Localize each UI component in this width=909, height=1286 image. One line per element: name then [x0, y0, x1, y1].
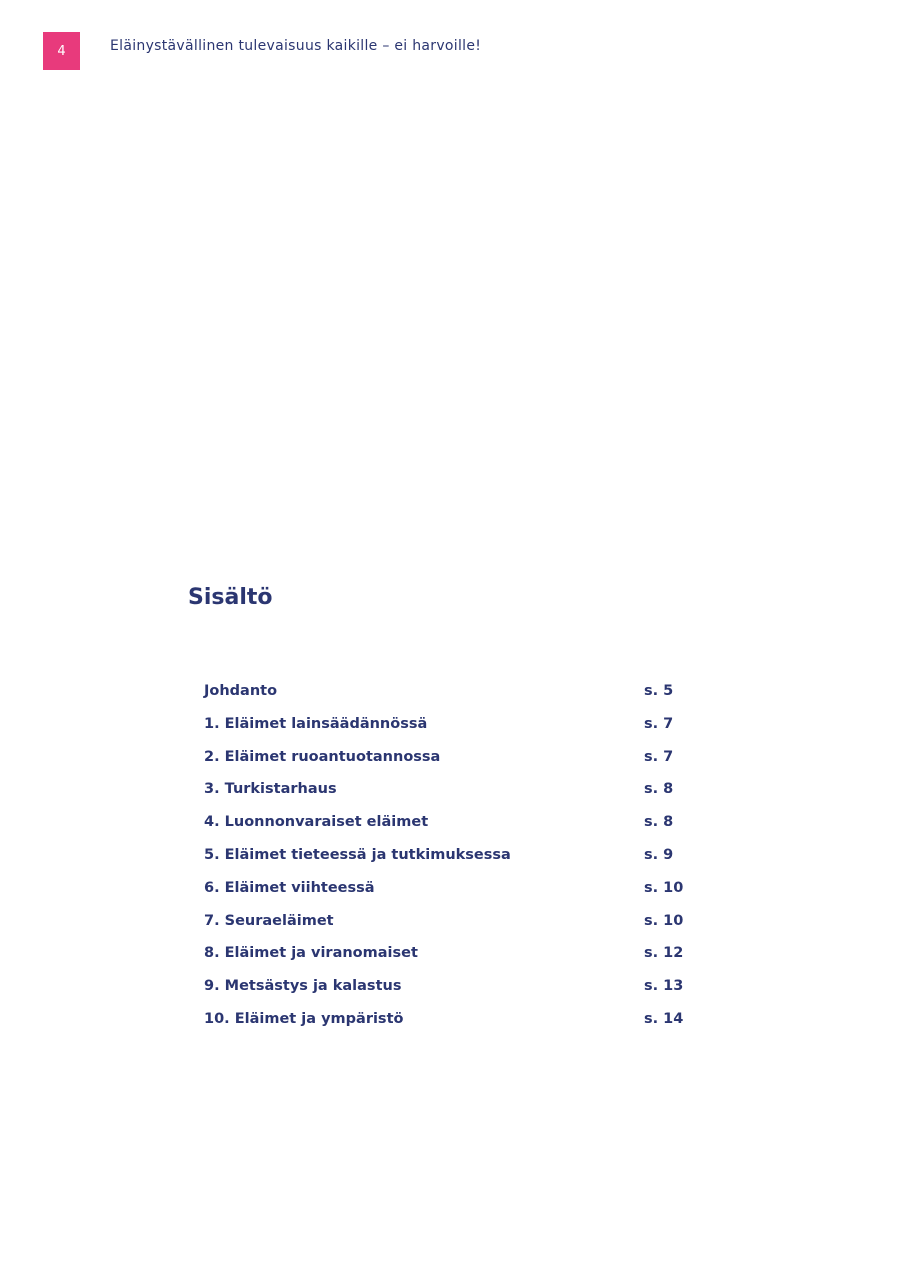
toc-entry-label: 1. Eläimet lainsäädännössä	[204, 715, 428, 732]
running-header: Eläinystävällinen tulevaisuus kaikille – ei harvoille!	[110, 38, 482, 54]
toc-entry-page: s. 12	[644, 945, 684, 962]
toc-title: Sisältö	[188, 585, 273, 610]
toc-entry-label: 2. Eläimet ruoantuotannossa	[204, 748, 441, 765]
page-number-badge	[43, 32, 80, 70]
toc-entry-9[interactable]	[204, 978, 704, 1011]
page-number: 4	[57, 43, 66, 59]
toc-entry-4[interactable]	[204, 814, 704, 847]
toc-entry-label: 3. Turkistarhaus	[204, 781, 337, 798]
toc-entry-10[interactable]	[204, 1011, 704, 1044]
toc-entry-page: s. 8	[644, 781, 674, 798]
toc-entry-6[interactable]	[204, 880, 704, 913]
toc-entry-label: 5. Eläimet tieteessä ja tutkimuksessa	[204, 846, 511, 863]
toc-entry-label: 9. Metsästys ja kalastus	[204, 978, 402, 995]
toc-entry-3[interactable]	[204, 781, 704, 814]
toc-entry-1[interactable]	[204, 716, 704, 749]
toc-entry-label: 10. Eläimet ja ympäristö	[204, 1010, 404, 1027]
toc-entry-7[interactable]	[204, 913, 704, 946]
toc-entry-page: s. 13	[644, 978, 684, 995]
toc-entry-label: Johdanto	[204, 683, 278, 699]
toc-entry-page: s. 7	[644, 748, 674, 765]
toc-entry-2[interactable]	[204, 749, 704, 782]
toc-entry-label: 8. Eläimet ja viranomaiset	[204, 945, 418, 962]
toc-entry-page: s. 10	[644, 912, 684, 929]
toc-entry-page: s. 14	[644, 1010, 684, 1027]
toc-entry-page: s. 8	[644, 814, 674, 831]
toc-entry-label: 6. Eläimet viihteessä	[204, 879, 375, 896]
table-of-contents	[204, 683, 704, 1044]
toc-entry-page: s. 7	[644, 715, 674, 732]
toc-entry-page: s. 5	[644, 683, 674, 699]
toc-entry-5[interactable]	[204, 847, 704, 880]
toc-entry-johdanto[interactable]	[204, 683, 704, 716]
toc-entry-page: s. 10	[644, 879, 684, 896]
toc-entry-8[interactable]	[204, 945, 704, 978]
toc-entry-label: 7. Seuraeläimet	[204, 912, 334, 929]
toc-entry-label: 4. Luonnonvaraiset eläimet	[204, 814, 429, 831]
toc-entry-page: s. 9	[644, 846, 674, 863]
